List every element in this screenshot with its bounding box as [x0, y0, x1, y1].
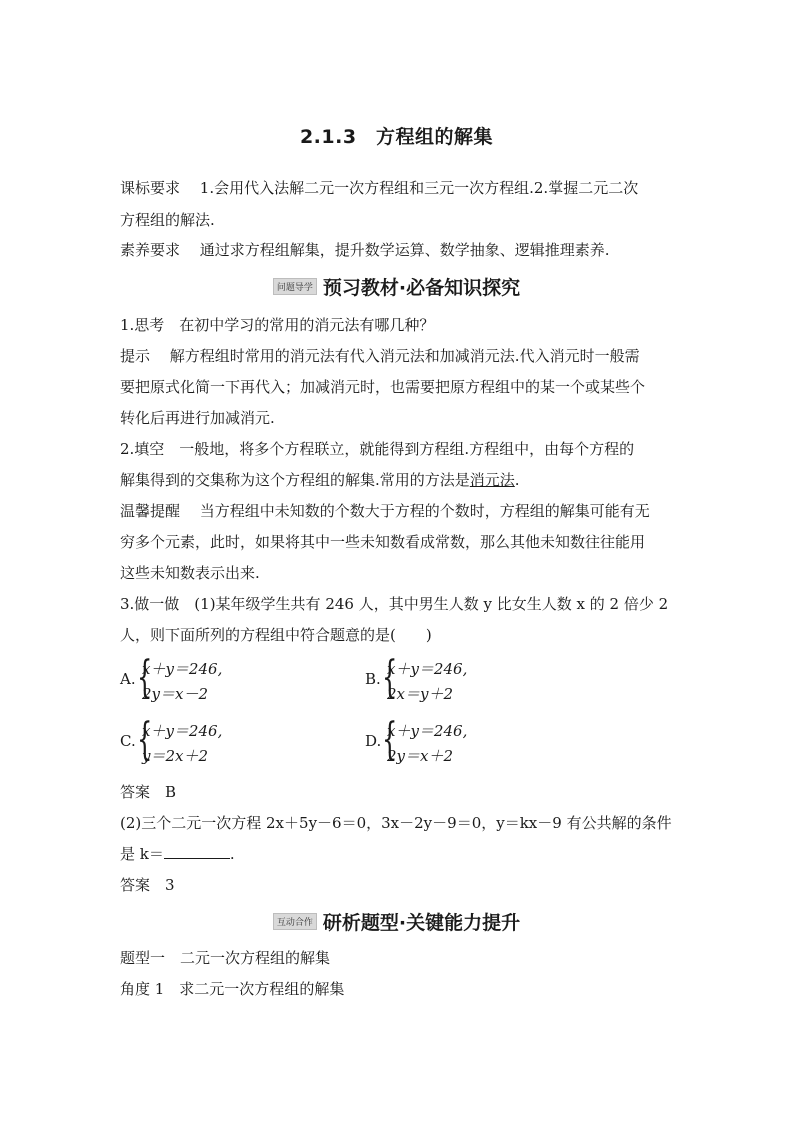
- option-equation-2: 2y＝x＋2: [387, 747, 454, 765]
- hint-text: 解方程组时常用的消元法有代入消元法和加减消元法.代入消元时一般需: [169, 347, 640, 365]
- fill-end: .: [514, 471, 520, 489]
- section-header-interaction: [0, 908, 793, 935]
- requirement-line-2: 方程组的解法.: [120, 211, 215, 229]
- literacy-label: 素养要求: [120, 241, 181, 259]
- answer-blank: [164, 844, 230, 859]
- option-label: C.: [120, 732, 136, 750]
- section-tag: 问题导学: [273, 278, 317, 295]
- fill-line-2: [120, 468, 520, 492]
- option-label: A.: [120, 670, 136, 688]
- question-2-text: 是 k＝: [120, 845, 164, 863]
- hint-label: 提示: [120, 347, 151, 365]
- fill-line-1: 2.填空 一般地，将多个方程联立，就能得到方程组.方程组中，由每个方程的: [120, 440, 635, 458]
- tip-line-1: [120, 499, 650, 523]
- answer-1: 答案 B: [120, 783, 177, 801]
- option-equation-1: x＋y＝246,: [387, 722, 468, 740]
- option-equation-1: x＋y＝246,: [142, 660, 223, 678]
- question-2-line-1: (2)三个二元一次方程 2x＋5y－6＝0，3x－2y－9＝0，y＝kx－9 有公共解的条件: [120, 814, 672, 832]
- brace-icon: {: [137, 652, 153, 703]
- requirement-text: 1.会用代入法解二元一次方程组和三元一次方程组.2.掌握二元二次: [199, 179, 639, 197]
- literacy-line: [120, 238, 610, 262]
- option-equation-2: 2y＝x－2: [142, 685, 209, 703]
- option-equation-1: x＋y＝246,: [387, 660, 468, 678]
- option-label: D.: [365, 732, 382, 750]
- try-line-2: 人，则下面所列的方程组中符合题意的是( ): [120, 626, 432, 644]
- option-equation-2: 2x＝y＋2: [387, 685, 454, 703]
- hint-line-2: 要把原式化简一下再代入；加减消元时，也需要把原方程组中的某一个或某些个: [120, 378, 646, 396]
- option-equation-2: y＝2x＋2: [142, 747, 209, 765]
- section-tag: 互动合作: [273, 913, 317, 930]
- question-2-end: .: [229, 845, 235, 863]
- hint-line-1: [120, 344, 640, 368]
- option-equation-1: x＋y＝246,: [142, 722, 223, 740]
- answer-2: 答案 3: [120, 876, 175, 894]
- question-2-line-2: [120, 842, 235, 866]
- literacy-text: 通过求方程组解集，提升数学运算、数学抽象、逻辑推理素养.: [199, 241, 610, 259]
- question-type-heading: 题型一 二元一次方程组的解集: [120, 949, 331, 967]
- hint-line-3: 转化后再进行加减消元.: [120, 409, 275, 427]
- tip-label: 温馨提醒: [120, 502, 181, 520]
- tip-line-3: 这些未知数表示出来.: [120, 564, 260, 582]
- requirement-line-1: [120, 176, 638, 200]
- brace-icon: {: [382, 714, 398, 765]
- tip-line-2: 穷多个元素，此时，如果将其中一些未知数看成常数，那么其他未知数往往能用: [120, 533, 646, 551]
- section-header-preview: [0, 273, 793, 300]
- angle-heading: 角度 1 求二元一次方程组的解集: [120, 980, 345, 998]
- fill-answer: 消元法: [469, 471, 515, 489]
- section-heading: 预习教材·必备知识探究: [322, 277, 521, 299]
- page-title: 2.1.3 方程组的解集: [299, 126, 494, 148]
- brace-icon: {: [382, 652, 398, 703]
- try-line-1: 3.做一做 (1)某年级学生共有 246 人，其中男生人数 y 比女生人数 x 的 2 倍少 2: [120, 595, 669, 613]
- fill-text: 解集得到的交集称为这个方程组的解集.常用的方法是: [120, 471, 470, 489]
- option-label: B.: [365, 670, 381, 688]
- brace-icon: {: [137, 714, 153, 765]
- think-question: 1.思考 在初中学习的常用的消元法有哪几种？: [120, 316, 435, 334]
- section-heading: 研析题型·关键能力提升: [322, 912, 521, 934]
- tip-text: 当方程组中未知数的个数大于方程的个数时，方程组的解集可能有无: [199, 502, 650, 520]
- requirement-label: 课标要求: [120, 179, 181, 197]
